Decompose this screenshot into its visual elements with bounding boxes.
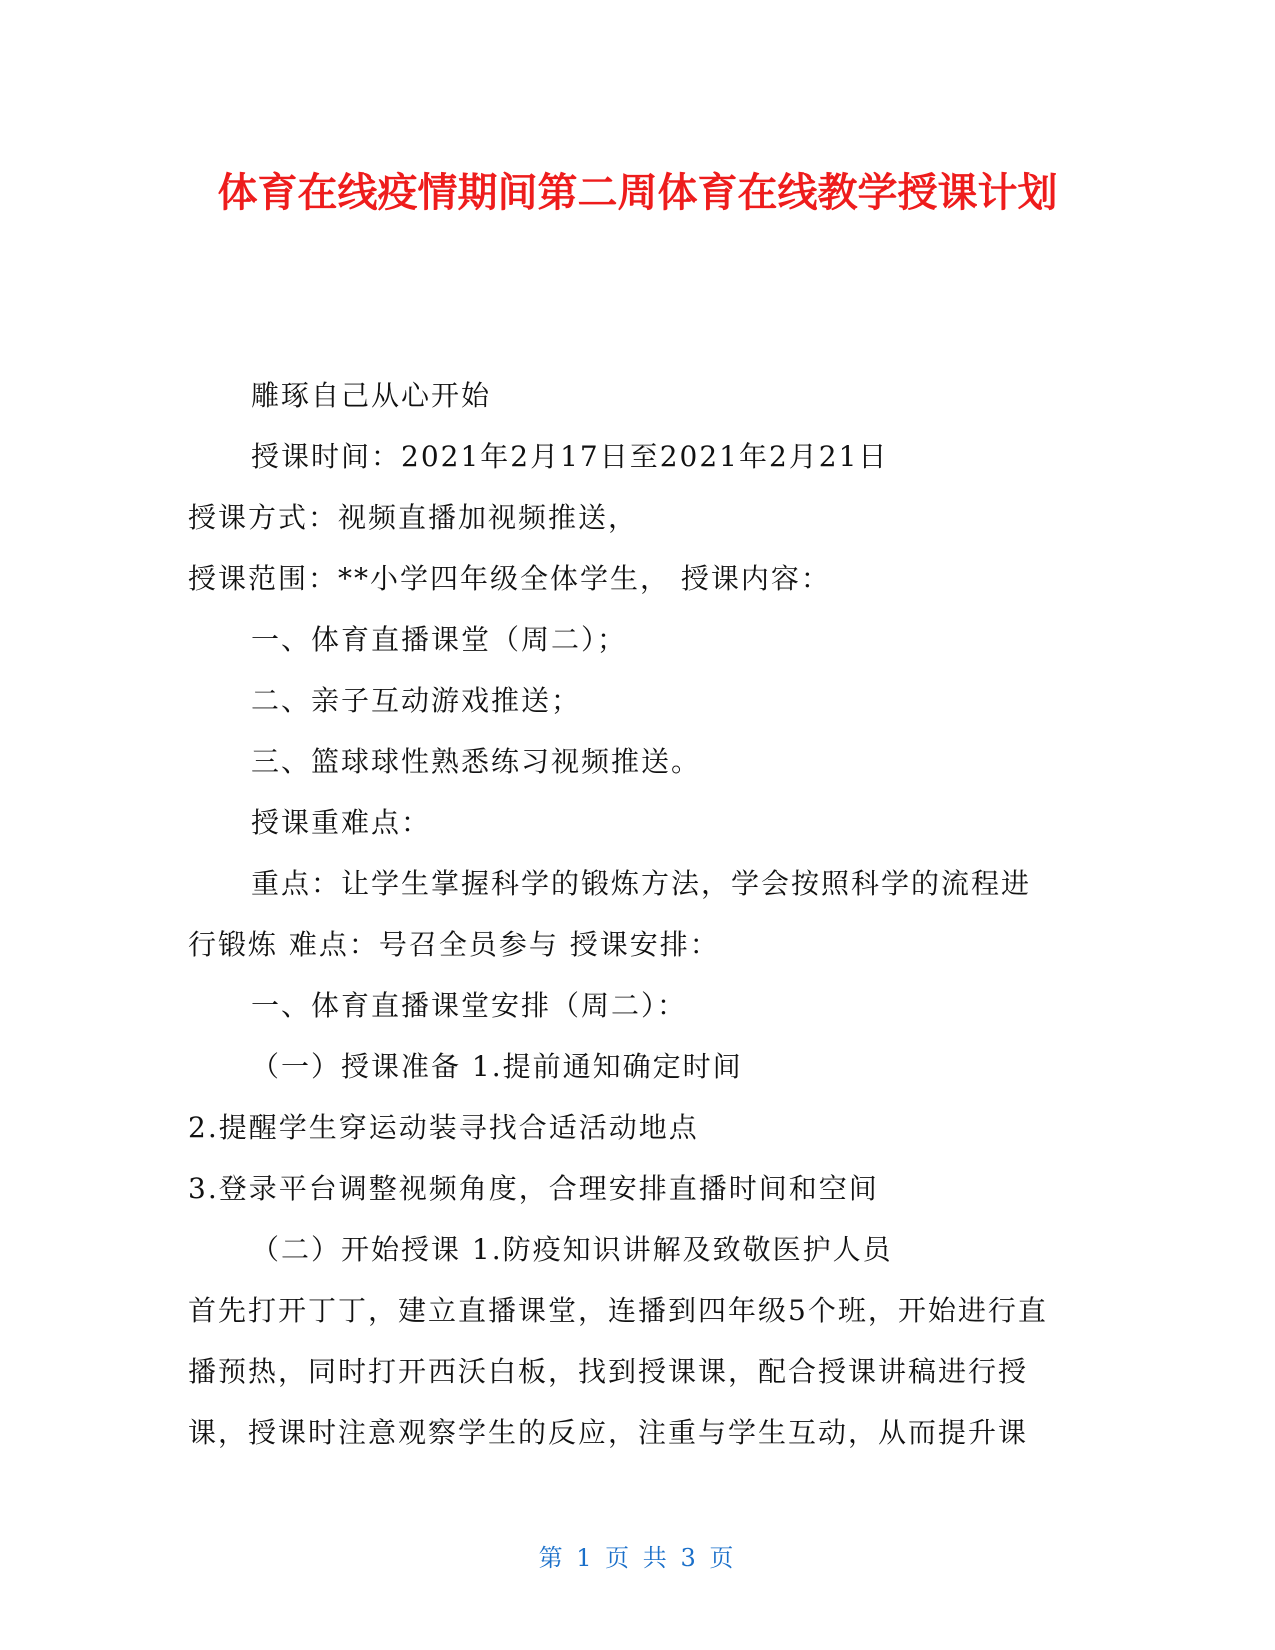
paragraph-line: 一、体育直播课堂安排（周二）：	[251, 989, 688, 1022]
document-title: 体育在线疫情期间第二周体育在线教学授课计划	[217, 170, 1058, 216]
paragraph-line: 行锻炼 难点：号召全员参与 授课安排：	[188, 928, 720, 961]
paragraph-line: 播预热，同时打开西沃白板，找到授课课，配合授课讲稿进行授	[188, 1355, 1029, 1388]
paragraph-line: 雕琢自己从心开始	[251, 379, 492, 412]
paragraph-line: 授课范围：**小学四年级全体学生， 授课内容：	[188, 562, 831, 595]
paragraph-line: 授课时间：2021年2月17日至2021年2月21日	[251, 440, 889, 473]
paragraph-line: 2.提醒学生穿运动装寻找合适活动地点	[188, 1111, 699, 1144]
paragraph-line: 首先打开丁丁，建立直播课堂，连播到四年级5个班，开始进行直	[188, 1294, 1048, 1327]
paragraph-line: （一）授课准备 1.提前通知确定时间	[251, 1050, 743, 1083]
paragraph-line: 重点：让学生掌握科学的锻炼方法，学会按照科学的流程进	[251, 867, 1032, 900]
paragraph-line: 授课方式：视频直播加视频推送，	[188, 501, 639, 534]
paragraph-line: 3.登录平台调整视频角度，合理安排直播时间和空间	[188, 1172, 879, 1205]
paragraph-line: 三、篮球球性熟悉练习视频推送。	[251, 745, 702, 778]
page-number-footer: 第 1 页 共 3 页	[538, 1544, 737, 1572]
paragraph-line: 课，授课时注意观察学生的反应，注重与学生互动，从而提升课	[188, 1416, 1029, 1449]
paragraph-line: 二、亲子互动游戏推送；	[251, 684, 582, 717]
paragraph-line: 授课重难点：	[251, 806, 432, 839]
paragraph-line: 一、体育直播课堂（周二）；	[251, 623, 628, 656]
paragraph-line: （二）开始授课 1.防疫知识讲解及致敬医护人员	[251, 1233, 893, 1266]
document-body	[188, 365, 1088, 1463]
